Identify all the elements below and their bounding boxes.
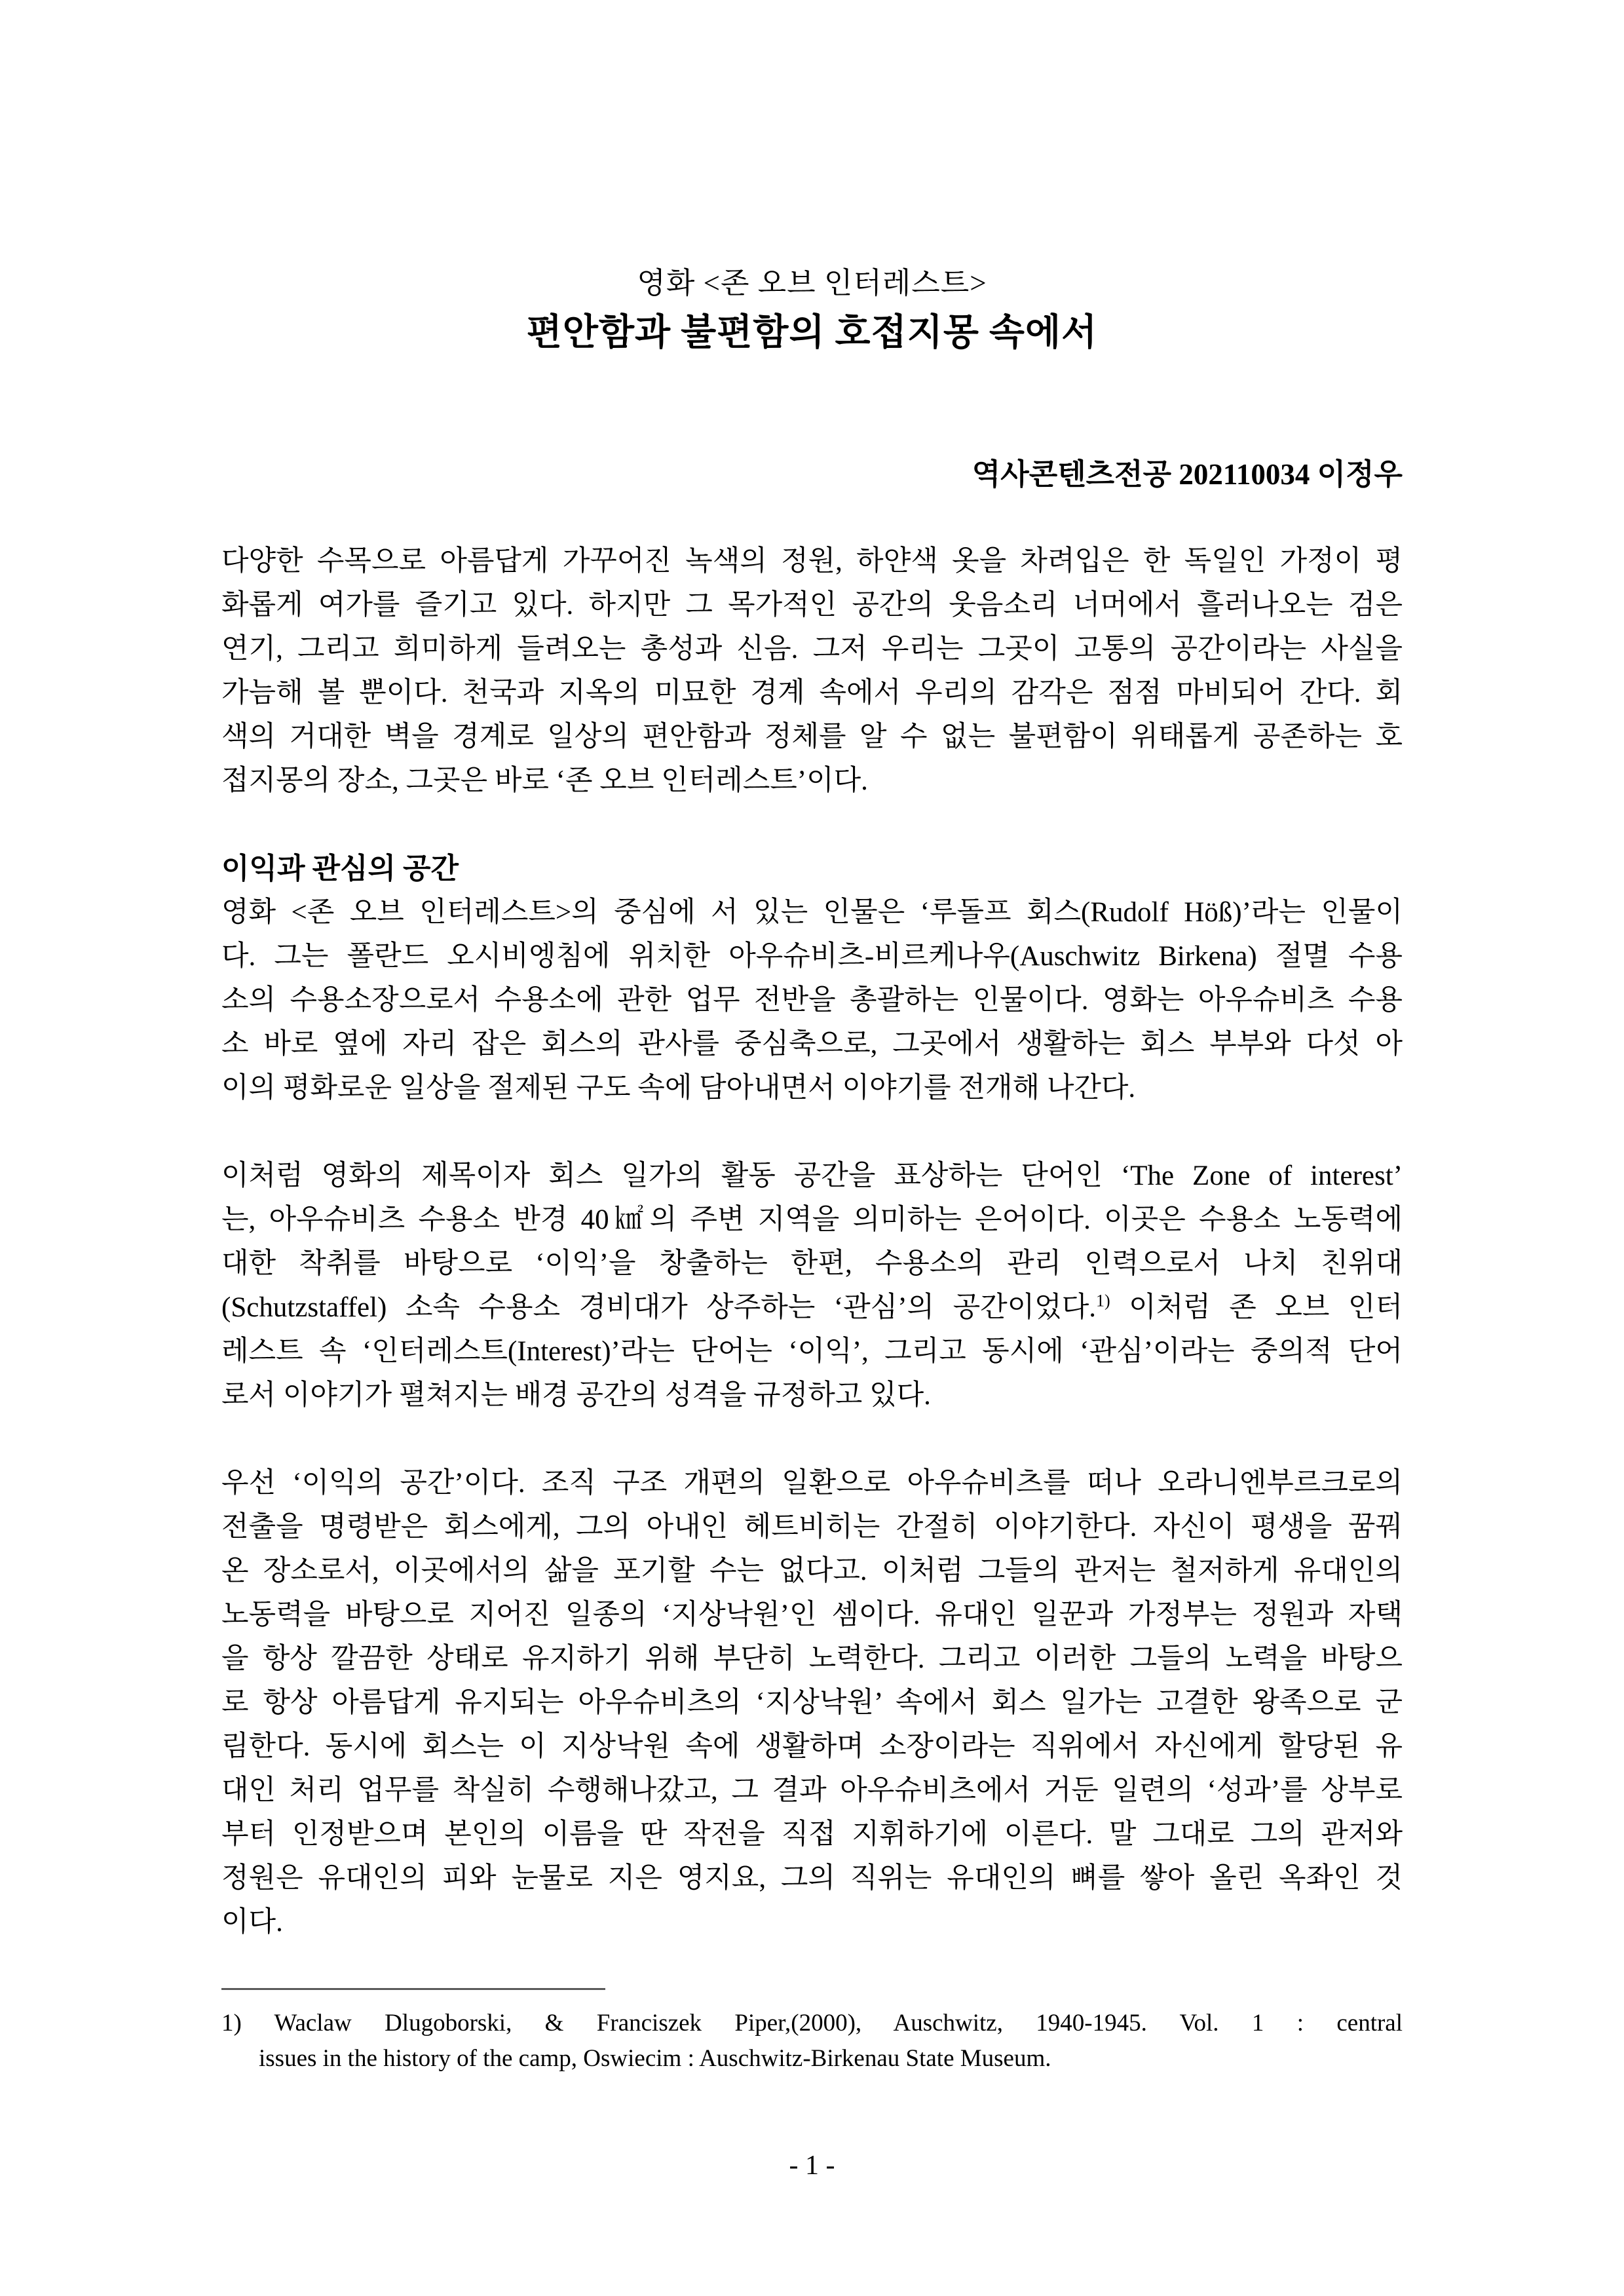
text-line: 림한다. 동시에 회스는 이 지상낙원 속에 생활하며 소장이라는 직위에서 자신에게 할당된 유: [221, 1731, 1403, 1762]
text-line: 다. 그는 폴란드 오시비엥침에 위치한 아우슈비츠-비르케나우(Auschwitz Birkena) 절멸 수용: [221, 941, 1403, 972]
text-segment: (Schutzstaffel) 소속 수용소 경비대가 상주하는 ‘관심’의 공간이었다.: [221, 1292, 1097, 1323]
text-line: 대한 착취를 바탕으로 ‘이익’을 창출하는 한편, 수용소의 관리 인력으로서 나치 친위대: [221, 1248, 1403, 1279]
body-text: [221, 539, 1403, 1944]
document-subtitle: 영화 <존 오브 인터레스트>: [637, 267, 987, 299]
page-content: [221, 0, 1403, 1944]
text-line: 영화 <존 오브 인터레스트>의 중심에 서 있는 인물은 ‘루돌프 회스(Rudolf Höß)’라는 인물이: [221, 897, 1403, 928]
text-line: 온 장소로서, 이곳에서의 삶을 포기할 수는 없다고. 이처럼 그들의 관저는 철저하게 유대인의: [221, 1556, 1403, 1586]
text-line: 색의 거대한 벽을 경계로 일상의 편안함과 정체를 알 수 없는 불편함이 위태롭게 공존하는 호: [221, 721, 1403, 752]
text-line: 로서 이야기가 펼쳐지는 배경 공간의 성격을 규정하고 있다.: [221, 1380, 931, 1411]
footnote-ref-1: 1): [1096, 1291, 1110, 1311]
document-title: 편안함과 불편함의 호접지몽 속에서: [526, 313, 1098, 353]
text-line: 노동력을 바탕으로 지어진 일종의 ‘지상낙원’인 셈이다. 유대인 일꾼과 가정부는 정원과 자택: [221, 1599, 1403, 1630]
text-line: 우선 ‘이익의 공간’이다. 조직 구조 개편의 일환으로 아우슈비츠를 떠나 오라니엔부르크로의: [221, 1468, 1403, 1499]
text-line: 이의 평화로운 일상을 절제된 구도 속에 담아내면서 이야기를 전개해 나간다.: [221, 1073, 1136, 1103]
text-line: 부터 인정받으며 본인의 이름을 딴 작전을 직접 지휘하기에 이른다. 말 그대로 그의 관저와: [221, 1819, 1403, 1850]
text-line: 화롭게 여가를 즐기고 있다. 하지만 그 목가적인 공간의 웃음소리 너머에서 흘러나오는 검은: [221, 590, 1403, 621]
text-line: 는, 아우슈비츠 수용소 반경 40㎢의 주변 지역을 의미하는 은어이다. 이곳은 수용소 노동력에: [221, 1204, 1403, 1235]
footnote: [221, 1988, 1403, 2076]
text-line: 가늠해 볼 뿐이다. 천국과 지옥의 미묘한 경계 속에서 우리의 감각은 점점 마비되어 간다. 회: [221, 678, 1403, 708]
text-line: 소 바로 옆에 자리 잡은 회스의 관사를 중심축으로, 그곳에서 생활하는 회스 부부와 다섯 아: [221, 1029, 1403, 1060]
footnote-separator: [221, 1988, 605, 1990]
section-heading: 이익과 관심의 공간: [221, 852, 459, 885]
text-line: [221, 1286, 1403, 1330]
text-line: 연기, 그리고 희미하게 들려오는 총성과 신음. 그저 우리는 그곳이 고통의 공간이라는 사실을: [221, 634, 1403, 664]
paragraph-hoess: [221, 890, 1403, 1110]
footnote-line: issues in the history of the camp, Oswiecim : Auschwitz-Birkenau State Museum.: [259, 2045, 1051, 2072]
paragraph-intro: [221, 539, 1403, 803]
text-line: 다양한 수목으로 아름답게 가꾸어진 녹색의 정원, 하얀색 옷을 차려입은 한 독일인 가정이 평: [221, 546, 1403, 577]
text-line: 을 항상 깔끔한 상태로 유지하기 위해 부단히 노력한다. 그리고 이러한 그들의 노력을 바탕으: [221, 1643, 1403, 1674]
text-line: 대인 처리 업무를 착실히 수행해나갔고, 그 결과 아우슈비츠에서 거둔 일련의 ‘성과’를 상부로: [221, 1775, 1403, 1806]
text-line: 접지몽의 장소, 그곳은 바로 ‘존 오브 인터레스트’이다.: [221, 765, 868, 796]
text-line: 전출을 명령받은 회스에게, 그의 아내인 헤트비히는 간절히 이야기한다. 자신이 평생을 꿈꿔: [221, 1512, 1403, 1542]
paragraph-paradise: [221, 1461, 1403, 1944]
page-number: - 1 -: [789, 2151, 835, 2181]
text-line: 이다.: [221, 1907, 283, 1938]
text-line: 소의 수용소장으로서 수용소에 관한 업무 전반을 총괄하는 인물이다. 영화는 아우슈비츠 수용: [221, 985, 1403, 1016]
footnote-line: 1) Waclaw Dlugoborski, & Franciszek Piper,(2000), Auschwitz, 1940-1945. Vol. 1 : central: [221, 2010, 1403, 2037]
text-line: 정원은 유대인의 피와 눈물로 지은 영지요, 그의 직위는 유대인의 뼈를 쌓아 올린 옥좌인 것: [221, 1863, 1403, 1894]
text-line: 레스트 속 ‘인터레스트(Interest)’라는 단어는 ‘이익’, 그리고 동시에 ‘관심’이라는 중의적 단어: [221, 1336, 1403, 1367]
text-segment: 이처럼 존 오브 인터: [1110, 1292, 1403, 1323]
author-line: 역사콘텐츠전공 202110034 이정우: [972, 458, 1403, 491]
paragraph-zone-of-interest: [221, 1154, 1403, 1417]
text-line: 이처럼 영화의 제목이자 회스 일가의 활동 공간을 표상하는 단어인 ‘The Zone of interest’: [221, 1160, 1403, 1191]
text-line: 로 항상 아름답게 유지되는 아우슈비츠의 ‘지상낙원’ 속에서 회스 일가는 고결한 왕족으로 군: [221, 1687, 1403, 1718]
